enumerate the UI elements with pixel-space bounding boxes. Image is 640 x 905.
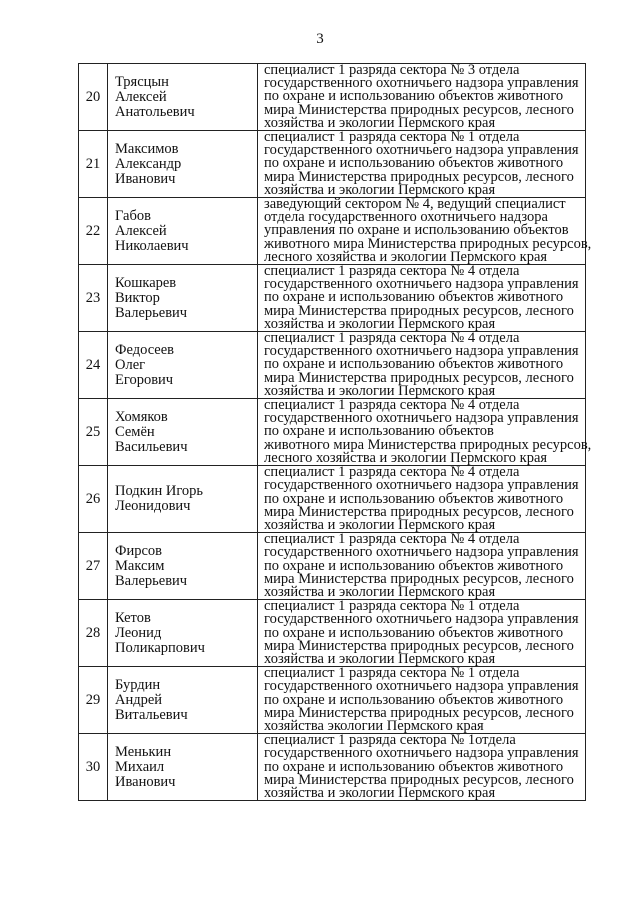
row-number: 28	[79, 600, 108, 667]
position-cell	[258, 64, 586, 131]
employee-name-line: Николаевич	[115, 237, 189, 254]
employee-name-cell	[108, 533, 258, 600]
employee-name-cell	[108, 131, 258, 198]
position-line: хозяйства и экологии Пермского края	[264, 382, 496, 399]
position-line: лесного хозяйства и экологии Пермского края	[264, 248, 548, 265]
position-line: хозяйства и экологии Пермского края	[264, 784, 496, 801]
employee-name-line: Поликарпович	[115, 639, 205, 656]
employee-name-line: Виктор	[115, 289, 160, 306]
position-line: государственного охотничьего надзора управления	[264, 276, 579, 293]
position-line: по охране и использованию объектов животного	[264, 624, 564, 641]
employee-name-line: Бурдин	[115, 676, 161, 693]
position-line: специалист 1 разряда сектора № 4 отдела	[264, 397, 520, 414]
row-number: 26	[79, 466, 108, 533]
position-line: по охране и использованию объектов животного	[264, 289, 564, 306]
position-line: хозяйства и экологии Пермского края	[264, 114, 496, 131]
position-cell	[258, 131, 586, 198]
position-line: мира Министерства природных ресурсов, лесного	[264, 302, 574, 319]
position-line: по охране и использованию объектов	[264, 423, 494, 440]
employee-name-line: Александр	[115, 155, 182, 172]
position-line: заведующий сектором № 4, ведущий специалист	[264, 196, 566, 213]
employee-name-line: Леонид	[115, 624, 162, 641]
position-line: животного мира Министерства природных ресурсов,	[264, 436, 592, 453]
employee-name-line: Иванович	[115, 170, 176, 187]
employee-name-line: Подкин Игорь	[115, 483, 204, 500]
row-number: 30	[79, 734, 108, 801]
position-line: хозяйства и экологии Пермского края	[264, 650, 496, 667]
employee-name-cell	[108, 265, 258, 332]
position-line: животного мира Министерства природных ресурсов,	[264, 235, 592, 252]
position-cell	[258, 332, 586, 399]
position-line: мира Министерства природных ресурсов, лесного	[264, 369, 574, 386]
position-line: специалист 1 разряда сектора № 4 отдела	[264, 531, 520, 548]
employee-name-line: Максим	[115, 557, 165, 574]
position-line: мира Министерства природных ресурсов, лесного	[264, 503, 574, 520]
position-cell	[258, 397, 592, 466]
table-row	[79, 64, 586, 131]
row-number: 25	[79, 399, 108, 466]
employee-name-cell	[108, 198, 258, 265]
row-number: 27	[79, 533, 108, 600]
position-line: мира Министерства природных ресурсов, лесного	[264, 168, 574, 185]
position-cell	[258, 466, 586, 533]
position-line: хозяйства и экологии Пермского края	[264, 181, 496, 198]
row-number: 29	[79, 667, 108, 734]
table-row	[79, 466, 586, 533]
position-line: по охране и использованию объектов животного	[264, 356, 564, 373]
staff-table-body	[79, 62, 592, 801]
employee-name-cell	[108, 64, 258, 131]
table-row	[79, 332, 586, 399]
employee-name-line: Габов	[115, 207, 151, 224]
employee-name-line: Валерьевич	[115, 572, 188, 589]
position-line: по охране и использованию объектов животного	[264, 758, 564, 775]
position-line: государственного охотничьего надзора управления	[264, 410, 579, 427]
position-line: мира Министерства природных ресурсов, лесного	[264, 704, 574, 721]
position-line: государственного охотничьего надзора управления	[264, 477, 579, 494]
row-number: 24	[79, 332, 108, 399]
employee-name-cell	[108, 734, 258, 801]
position-line: специалист 1 разряда сектора № 4 отдела	[264, 464, 520, 481]
position-cell	[258, 667, 586, 734]
table-row	[79, 198, 586, 265]
position-line: мира Министерства природных ресурсов, лесного	[264, 637, 574, 654]
position-line: мира Министерства природных ресурсов, лесного	[264, 771, 574, 788]
employee-name-line: Кошкарев	[115, 274, 177, 291]
row-number: 20	[79, 64, 108, 131]
employee-name-cell	[108, 600, 258, 667]
position-line: хозяйства и экологии Пермского края	[264, 583, 496, 600]
position-line: специалист 1 разряда сектора № 1 отдела	[264, 665, 520, 682]
position-line: по охране и использованию объектов животного	[264, 88, 564, 105]
employee-name-line: Иванович	[115, 773, 176, 790]
position-line: по охране и использованию объектов животного	[264, 691, 564, 708]
position-line: хозяйства экологии Пермского края	[264, 717, 484, 734]
employee-name-cell	[108, 332, 258, 399]
position-line: государственного охотничьего надзора управления	[264, 678, 579, 695]
employee-name-cell	[108, 466, 258, 533]
staff-table	[78, 62, 592, 801]
position-line: хозяйства и экологии Пермского края	[264, 516, 496, 533]
position-cell	[258, 265, 586, 332]
position-cell	[258, 196, 592, 265]
position-line: специалист 1 разряда сектора № 3 отдела	[264, 62, 520, 78]
employee-name-line: Хомяков	[115, 408, 168, 425]
position-line: хозяйства и экологии Пермского края	[264, 315, 496, 332]
position-line: управления по охране и использованию объектов	[264, 222, 569, 239]
position-line: государственного охотничьего надзора управления	[264, 142, 579, 159]
position-line: государственного охотничьего надзора управления	[264, 75, 579, 92]
position-line: специалист 1 разряда сектора № 1 отдела	[264, 598, 520, 615]
position-line: государственного охотничьего надзора управления	[264, 745, 579, 762]
employee-name-line: Валерьевич	[115, 304, 188, 321]
employee-name-line: Михаил	[115, 758, 165, 775]
table-row	[79, 734, 586, 801]
employee-name-line: Анатольевич	[115, 103, 195, 120]
position-line: государственного охотничьего надзора управления	[264, 611, 579, 628]
position-line: по охране и использованию объектов животного	[264, 557, 564, 574]
position-line: специалист 1 разряда сектора № 4 отдела	[264, 330, 520, 347]
position-line: по охране и использованию объектов животного	[264, 155, 564, 172]
employee-name-line: Леонидович	[115, 498, 191, 515]
employee-name-cell	[108, 667, 258, 734]
position-line: специалист 1 разряда сектора № 1 отдела	[264, 129, 520, 146]
position-line: специалист 1 разряда сектора № 1отдела	[264, 732, 516, 749]
employee-name-line: Алексей	[115, 88, 167, 105]
employee-name-line: Фирсов	[115, 542, 162, 559]
employee-name-line: Кетов	[115, 609, 151, 626]
employee-name-line: Олег	[115, 356, 146, 373]
row-number: 22	[79, 198, 108, 265]
position-cell	[258, 533, 586, 600]
position-cell	[258, 734, 586, 801]
employee-name-line: Алексей	[115, 222, 167, 239]
row-number: 21	[79, 131, 108, 198]
employee-name-line: Трясцын	[115, 73, 169, 90]
position-line: лесного хозяйства и экологии Пермского края	[264, 449, 548, 466]
employee-name-cell	[108, 399, 258, 466]
table-row	[79, 399, 586, 466]
page-number: 3	[316, 31, 324, 47]
employee-name-line: Егорович	[115, 371, 174, 388]
position-line: государственного охотничьего надзора управления	[264, 544, 579, 561]
position-line: специалист 1 разряда сектора № 4 отдела	[264, 263, 520, 280]
position-line: по охране и использованию объектов животного	[264, 490, 564, 507]
table-row	[79, 600, 586, 667]
position-cell	[258, 600, 586, 667]
position-line: мира Министерства природных ресурсов, лесного	[264, 101, 574, 118]
employee-name-line: Менькин	[115, 743, 172, 760]
employee-name-line: Андрей	[115, 691, 163, 708]
employee-name-line: Васильевич	[115, 438, 188, 455]
table-row	[79, 667, 586, 734]
table-row	[79, 265, 586, 332]
employee-name-line: Федосеев	[115, 341, 175, 358]
employee-name-line: Витальевич	[115, 706, 188, 723]
position-line: отдела государственного охотничьего надзора	[264, 209, 548, 226]
table-row	[79, 533, 586, 600]
employee-name-line: Максимов	[115, 140, 179, 157]
table-row	[79, 131, 586, 198]
row-number: 23	[79, 265, 108, 332]
employee-name-line: Семён	[115, 423, 155, 440]
position-line: мира Министерства природных ресурсов, лесного	[264, 570, 574, 587]
position-line: государственного охотничьего надзора управления	[264, 343, 579, 360]
